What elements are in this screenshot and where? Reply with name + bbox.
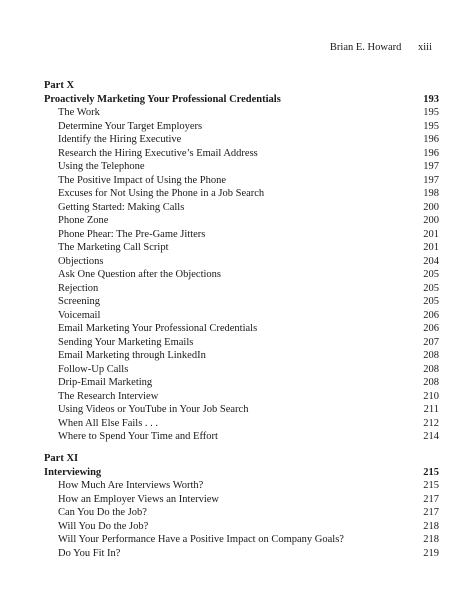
toc-entry-title: Voicemail	[58, 309, 101, 321]
toc-entry-title: Using the Telephone	[58, 161, 145, 172]
part-label: Part XI	[44, 453, 79, 464]
toc-entry-row[interactable]	[44, 506, 439, 520]
toc-entry-row[interactable]	[44, 255, 439, 269]
toc-entry-title: The Research Interview	[58, 390, 159, 402]
toc-entry-page-number: 208	[423, 350, 439, 361]
toc-chapter-row[interactable]	[44, 466, 439, 480]
toc-entry-title: Will You Do the Job?	[58, 520, 149, 532]
toc-entry-page-number: 205	[423, 282, 439, 294]
toc-entry-row[interactable]	[44, 295, 439, 309]
toc-entry-title: Phone Zone	[58, 215, 109, 226]
toc-entry-page-number: 214	[423, 431, 439, 442]
toc-entry-title: Identify the Hiring Executive	[58, 134, 182, 145]
toc-entry-title: Where to Spend Your Time and Effort	[58, 431, 218, 442]
toc-entry-title: Phone Phear: The Pre-Game Jitters	[58, 228, 206, 240]
toc-entry-title: Will Your Performance Have a Positive Impact on Company Goals?	[58, 534, 344, 545]
toc-entry-list	[44, 479, 439, 560]
toc-entry-page-number: 195	[423, 107, 439, 118]
toc-entry-title: How Much Are Interviews Worth?	[58, 480, 204, 491]
toc-entry-row[interactable]	[44, 403, 439, 417]
toc-entry-row[interactable]	[44, 430, 439, 444]
running-head	[330, 42, 432, 53]
toc-entry-row[interactable]	[44, 241, 439, 255]
chapter-title: Interviewing	[44, 466, 102, 478]
chapter-title: Proactively Marketing Your Professional Credentials	[44, 93, 281, 105]
toc-entry-row[interactable]	[44, 147, 439, 161]
toc-entry-title: Research the Hiring Executive’s Email Address	[58, 147, 258, 159]
toc-entry-row[interactable]	[44, 349, 439, 363]
chapter-page-number: 193	[423, 93, 439, 105]
toc-entry-page-number: 205	[423, 296, 439, 307]
toc-entry-page-number: 196	[423, 134, 439, 145]
toc-entry-row[interactable]	[44, 228, 439, 242]
toc-entry-page-number: 206	[423, 309, 439, 321]
part-label: Part X	[44, 80, 75, 91]
toc-entry-row[interactable]	[44, 322, 439, 336]
toc-entry-page-number: 201	[423, 228, 439, 240]
toc-entry-row[interactable]	[44, 547, 439, 561]
toc-entry-page-number: 218	[423, 520, 439, 532]
toc-entry-page-number: 195	[423, 120, 439, 132]
toc-entry-page-number: 200	[423, 215, 439, 226]
toc-part-x	[44, 79, 439, 444]
toc-entry-page-number: 215	[423, 480, 439, 491]
toc-entry-row[interactable]	[44, 201, 439, 215]
toc-entry-title: Sending Your Marketing Emails	[58, 336, 194, 348]
toc-entry-row[interactable]	[44, 376, 439, 390]
running-head-page-number: xiii	[417, 42, 432, 53]
toc-entry-title: Email Marketing Your Professional Credentials	[58, 323, 258, 334]
toc-entry-page-number: 198	[423, 188, 439, 199]
toc-entry-row[interactable]	[44, 533, 439, 547]
toc-entry-row[interactable]	[44, 133, 439, 147]
toc-entry-title: Do You Fit In?	[58, 547, 121, 559]
toc-entry-title: Getting Started: Making Calls	[58, 201, 185, 213]
toc-entry-page-number: 217	[423, 507, 439, 518]
toc-entry-row[interactable]	[44, 390, 439, 404]
toc-entry-title: The Marketing Call Script	[58, 242, 169, 253]
toc-entry-page-number: 219	[423, 547, 439, 559]
toc-entry-row[interactable]	[44, 106, 439, 120]
toc-entry-page-number: 207	[423, 336, 439, 348]
toc-entry-row[interactable]	[44, 120, 439, 134]
toc-entry-page-number: 197	[423, 174, 439, 186]
toc-entry-title: Rejection	[58, 282, 99, 294]
toc-entry-title: Excuses for Not Using the Phone in a Job Search	[58, 188, 265, 199]
toc-entry-page-number: 218	[423, 534, 439, 545]
toc-entry-row[interactable]	[44, 479, 439, 493]
toc-entry-page-number: 206	[423, 323, 439, 334]
toc-entry-page-number: 205	[423, 269, 439, 280]
toc-entry-page-number: 211	[423, 404, 439, 415]
toc-entry-row[interactable]	[44, 214, 439, 228]
toc-entry-title: Screening	[58, 296, 100, 307]
toc-entry-list	[44, 106, 439, 444]
toc-entry-row[interactable]	[44, 174, 439, 188]
toc-entry-page-number: 208	[423, 377, 439, 388]
toc-entry-page-number: 208	[423, 363, 439, 375]
toc-entry-row[interactable]	[44, 417, 439, 431]
toc-entry-row[interactable]	[44, 336, 439, 350]
toc-entry-page-number: 197	[423, 161, 439, 172]
toc-entry-title: How an Employer Views an Interview	[58, 493, 220, 505]
toc-entry-title: The Work	[58, 107, 100, 118]
toc-entry-page-number: 212	[423, 417, 439, 429]
toc-entry-row[interactable]	[44, 268, 439, 282]
toc-entry-title: Can You Do the Job?	[58, 507, 147, 518]
toc-entry-page-number: 200	[423, 201, 439, 213]
toc-entry-title: Email Marketing through LinkedIn	[58, 350, 206, 361]
toc-entry-page-number: 217	[423, 493, 439, 505]
toc-entry-page-number: 196	[423, 147, 439, 159]
toc-entry-page-number: 201	[423, 242, 439, 253]
toc-entry-title: Ask One Question after the Objections	[58, 269, 222, 280]
toc-entry-row[interactable]	[44, 363, 439, 377]
toc-entry-page-number: 204	[423, 255, 439, 267]
toc-entry-row[interactable]	[44, 520, 439, 534]
toc-entry-title: Drip-Email Marketing	[58, 377, 153, 388]
toc-entry-title: The Positive Impact of Using the Phone	[58, 174, 226, 186]
toc-entry-row[interactable]	[44, 493, 439, 507]
toc-entry-page-number: 210	[423, 390, 439, 402]
toc-entry-row[interactable]	[44, 309, 439, 323]
toc-entry-title: Follow-Up Calls	[58, 363, 129, 375]
toc-entry-row[interactable]	[44, 187, 439, 201]
toc-entry-title: Objections	[58, 255, 104, 267]
toc-entry-title: Determine Your Target Employers	[58, 120, 203, 132]
toc-part-xi	[44, 452, 439, 560]
toc-entry-title: Using Videos or YouTube in Your Job Search	[58, 404, 249, 415]
chapter-page-number: 215	[423, 466, 439, 478]
toc-entry-title: When All Else Fails . . .	[58, 417, 159, 429]
toc-chapter-row[interactable]	[44, 93, 439, 107]
toc-entry-row[interactable]	[44, 160, 439, 174]
running-head-author: Brian E. Howard	[329, 42, 402, 53]
toc-entry-row[interactable]	[44, 282, 439, 296]
